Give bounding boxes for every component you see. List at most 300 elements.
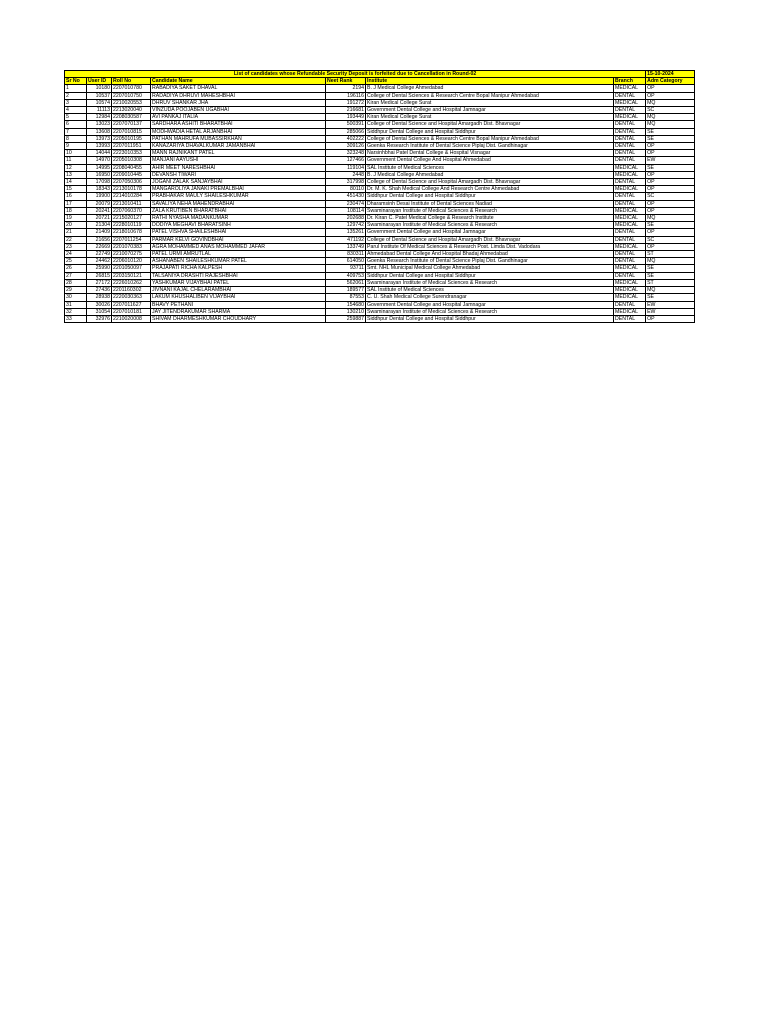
cell-user-id: 10537 xyxy=(87,92,112,99)
cell-roll-no: 2223010353 xyxy=(112,150,151,157)
cell-adm-category: SC xyxy=(646,236,695,243)
cell-roll-no: 2207010780 xyxy=(112,85,151,92)
cell-user-id: 20241 xyxy=(87,207,112,214)
table-row xyxy=(65,308,695,315)
cell-adm-category: MQ xyxy=(646,99,695,106)
cell-sr-no: 19 xyxy=(65,215,87,222)
cell-branch: DENTAL xyxy=(614,258,646,265)
cell-roll-no: 2215020127 xyxy=(112,215,151,222)
table-body xyxy=(65,85,695,323)
cell-adm-category: OP xyxy=(646,229,695,236)
cell-sr-no: 17 xyxy=(65,200,87,207)
cell-candidate-name: RABADIYA SAKET DHAVAL xyxy=(151,85,326,92)
cell-user-id: 10180 xyxy=(87,85,112,92)
cell-branch: DENTAL xyxy=(614,157,646,164)
cell-adm-category: SE xyxy=(646,265,695,272)
cell-sr-no: 1 xyxy=(65,85,87,92)
cell-roll-no: 2207010181 xyxy=(112,308,151,315)
cell-candidate-name: RATHI NYASHA MADANKUMAR xyxy=(151,215,326,222)
header-roll-no: Roll No xyxy=(112,78,151,85)
cell-institute: Government Dental College and Hospital Jamnagar xyxy=(366,229,614,236)
cell-institute: College of Dental Science and Hospital Amargadh Dist. Bhavnagar xyxy=(366,179,614,186)
cell-neet-rank: 614050 xyxy=(326,258,366,265)
cell-neet-rank: 402222 xyxy=(326,135,366,142)
table-row xyxy=(65,128,695,135)
cell-sr-no: 7 xyxy=(65,128,87,135)
cell-sr-no: 2 xyxy=(65,92,87,99)
header-institute: Institute xyxy=(366,78,614,85)
cell-institute: Swaminarayan Institute of Medical Sciences & Research xyxy=(366,308,614,315)
cell-sr-no: 24 xyxy=(65,251,87,258)
cell-sr-no: 20 xyxy=(65,222,87,229)
cell-roll-no: 2220030363 xyxy=(112,294,151,301)
cell-user-id: 18343 xyxy=(87,186,112,193)
table-row xyxy=(65,251,695,258)
title-row xyxy=(65,71,695,78)
cell-candidate-name: RADADIYA DHRUVI MAHESHBHAI xyxy=(151,92,326,99)
cell-roll-no: 2206010120 xyxy=(112,258,151,265)
cell-neet-rank: 323248 xyxy=(326,150,366,157)
table-row xyxy=(65,222,695,229)
cell-neet-rank: 119104 xyxy=(326,164,366,171)
cell-sr-no: 22 xyxy=(65,236,87,243)
cell-branch: MEDICAL xyxy=(614,85,646,92)
cell-candidate-name: PARMAR KELVI GOVINDBHAI xyxy=(151,236,326,243)
cell-adm-category: SE xyxy=(646,135,695,142)
cell-candidate-name: JOGANI ZALAK SANJAYBHAI xyxy=(151,179,326,186)
cell-adm-category: OP xyxy=(646,207,695,214)
cell-user-id: 28938 xyxy=(87,294,112,301)
cell-neet-rank: 451430 xyxy=(326,193,366,200)
cell-institute: Dharamsinh Desai Institute of Dental Sciences Nadiad xyxy=(366,200,614,207)
spreadsheet xyxy=(64,70,694,323)
cell-candidate-name: SAVALIYA NEHA MAHENDRABHAI xyxy=(151,200,326,207)
cell-institute: Siddhpur Dental College and Hospital Siddhpur xyxy=(366,315,614,322)
cell-branch: MEDICAL xyxy=(614,99,646,106)
cell-institute: Goenka Research Institute of Dental Science Piplaj Dist. Gandhinagar xyxy=(366,258,614,265)
cell-roll-no: 2218010678 xyxy=(112,229,151,236)
cell-branch: MEDICAL xyxy=(614,114,646,121)
cell-branch: MEDICAL xyxy=(614,222,646,229)
cell-candidate-name: SHIVAM DHARMESHKUMAR CHOUDHARY xyxy=(151,315,326,322)
cell-candidate-name: JIVNANI KAJAL CHELARAMBHAI xyxy=(151,287,326,294)
cell-roll-no: 2213010178 xyxy=(112,186,151,193)
cell-institute: Dr. M. K. Shah Medical College And Research Centre Ahmedabad xyxy=(366,186,614,193)
table-row xyxy=(65,171,695,178)
cell-candidate-name: KANAZARIYA DHAVALKUMAR JAMANBHAI xyxy=(151,143,326,150)
table-row xyxy=(65,315,695,322)
cell-neet-rank: 2194 xyxy=(326,85,366,92)
cell-candidate-name: MANJANI AAYUSHI xyxy=(151,157,326,164)
cell-adm-category: EW xyxy=(646,308,695,315)
cell-user-id: 14970 xyxy=(87,157,112,164)
cell-neet-rank: 500391 xyxy=(326,121,366,128)
table-row xyxy=(65,272,695,279)
cell-branch: MEDICAL xyxy=(614,308,646,315)
table-row xyxy=(65,99,695,106)
table-row xyxy=(65,200,695,207)
cell-branch: MEDICAL xyxy=(614,171,646,178)
cell-institute: Government Dental College and Hospital Jamnagar xyxy=(366,107,614,114)
cell-candidate-name: PATEL URMI AMRUTLAL xyxy=(151,251,326,258)
cell-roll-no: 2207070137 xyxy=(112,121,151,128)
cell-sr-no: 8 xyxy=(65,135,87,142)
cell-sr-no: 9 xyxy=(65,143,87,150)
cell-institute: SAL Institute of Medical Sciences xyxy=(366,164,614,171)
cell-user-id: 13993 xyxy=(87,143,112,150)
table-row xyxy=(65,150,695,157)
cell-user-id: 14044 xyxy=(87,150,112,157)
cell-branch: DENTAL xyxy=(614,107,646,114)
header-neet-rank: Neet Rank xyxy=(326,78,366,85)
cell-roll-no: 2209010445 xyxy=(112,171,151,178)
cell-institute: Swaminarayan Institute of Medical Sciences & Research xyxy=(366,279,614,286)
cell-sr-no: 32 xyxy=(65,308,87,315)
table-row xyxy=(65,85,695,92)
cell-adm-category: EW xyxy=(646,301,695,308)
header-branch: Branch xyxy=(614,78,646,85)
cell-neet-rank: 87553 xyxy=(326,294,366,301)
cell-roll-no: 2208030587 xyxy=(112,114,151,121)
cell-candidate-name: ZALA KRUTIBEN BHARATBHAI xyxy=(151,207,326,214)
cell-user-id: 10574 xyxy=(87,99,112,106)
table-row xyxy=(65,121,695,128)
cell-user-id: 25990 xyxy=(87,265,112,272)
cell-branch: MEDICAL xyxy=(614,207,646,214)
cell-sr-no: 28 xyxy=(65,279,87,286)
header-adm-category: Adm Category xyxy=(646,78,695,85)
cell-sr-no: 15 xyxy=(65,186,87,193)
cell-neet-rank: 154680 xyxy=(326,301,366,308)
table-row xyxy=(65,215,695,222)
cell-candidate-name: SARDHARA ASHITI BHARATBHAI xyxy=(151,121,326,128)
cell-branch: DENTAL xyxy=(614,135,646,142)
cell-branch: DENTAL xyxy=(614,200,646,207)
cell-candidate-name: TALSANIYA DRASHTI RAJESHBHAI xyxy=(151,272,326,279)
cell-candidate-name: VINZUDA POOJABEN UGABHAI xyxy=(151,107,326,114)
cell-roll-no: 2205010308 xyxy=(112,157,151,164)
table-row xyxy=(65,243,695,250)
cell-roll-no: 2213010411 xyxy=(112,200,151,207)
header-candidate-name: Candidate Name xyxy=(151,78,326,85)
cell-branch: DENTAL xyxy=(614,150,646,157)
cell-user-id: 27172 xyxy=(87,279,112,286)
cell-sr-no: 11 xyxy=(65,157,87,164)
cell-institute: Kiran Medical College Surat xyxy=(366,99,614,106)
cell-adm-category: OP xyxy=(646,85,695,92)
cell-branch: MEDICAL xyxy=(614,186,646,193)
cell-candidate-name: BHAVY PETHANI xyxy=(151,301,326,308)
cell-branch: DENTAL xyxy=(614,128,646,135)
cell-sr-no: 10 xyxy=(65,150,87,157)
cell-branch: MEDICAL xyxy=(614,279,646,286)
cell-roll-no: 2210020553 xyxy=(112,99,151,106)
report-date: 15-10-2024 xyxy=(646,71,695,78)
table-row xyxy=(65,114,695,121)
cell-user-id: 22749 xyxy=(87,251,112,258)
cell-branch: MEDICAL xyxy=(614,265,646,272)
table-row xyxy=(65,107,695,114)
cell-roll-no: 2205010195 xyxy=(112,135,151,142)
cell-candidate-name: PATEL VISHVA SHAILESHBHAI xyxy=(151,229,326,236)
cell-branch: DENTAL xyxy=(614,179,646,186)
cell-adm-category: OP xyxy=(646,179,695,186)
cell-user-id: 24462 xyxy=(87,258,112,265)
cell-neet-rank: 471192 xyxy=(326,236,366,243)
cell-user-id: 11113 xyxy=(87,107,112,114)
cell-institute: College of Dental Sciences & Research Centre Bopal Manipur Ahmedabad xyxy=(366,135,614,142)
header-user-id: User ID xyxy=(87,78,112,85)
cell-user-id: 26815 xyxy=(87,272,112,279)
cell-roll-no: 2207010750 xyxy=(112,92,151,99)
cell-branch: DENTAL xyxy=(614,315,646,322)
cell-adm-category: SE xyxy=(646,128,695,135)
cell-neet-rank: 202688 xyxy=(326,215,366,222)
cell-adm-category: SE xyxy=(646,164,695,171)
cell-candidate-name: YASHKUMAR VIJAYBHAI PATEL xyxy=(151,279,326,286)
cell-neet-rank: 189577 xyxy=(326,287,366,294)
cell-adm-category: OP xyxy=(646,243,695,250)
cell-sr-no: 6 xyxy=(65,121,87,128)
cell-neet-rank: 230474 xyxy=(326,200,366,207)
cell-adm-category: MQ xyxy=(646,121,695,128)
table-row xyxy=(65,193,695,200)
cell-neet-rank: 285066 xyxy=(326,128,366,135)
table-row xyxy=(65,92,695,99)
cell-sr-no: 33 xyxy=(65,315,87,322)
cell-institute: Kiran Medical College Surat xyxy=(366,114,614,121)
cell-branch: MEDICAL xyxy=(614,243,646,250)
cell-neet-rank: 108114 xyxy=(326,207,366,214)
cell-institute: Narsinhbhai Patel Dental College & Hospital Visnagar xyxy=(366,150,614,157)
cell-institute: Swaminarayan Institute of Medical Sciences & Research xyxy=(366,222,614,229)
cell-sr-no: 30 xyxy=(65,294,87,301)
cell-neet-rank: 129742 xyxy=(326,222,366,229)
cell-branch: MEDICAL xyxy=(614,294,646,301)
cell-user-id: 13023 xyxy=(87,121,112,128)
table-row xyxy=(65,287,695,294)
cell-roll-no: 2201050097 xyxy=(112,265,151,272)
cell-user-id: 20721 xyxy=(87,215,112,222)
cell-institute: SAL Institute of Medical Sciences xyxy=(366,287,614,294)
cell-user-id: 31054 xyxy=(87,308,112,315)
cell-sr-no: 12 xyxy=(65,164,87,171)
cell-branch: DENTAL xyxy=(614,193,646,200)
table-title: List of candidates whose Refundable Security Deposit is forfeited due to Cancellation in Round-02 xyxy=(65,71,646,78)
cell-roll-no: 2203150121 xyxy=(112,272,151,279)
cell-user-id: 19900 xyxy=(87,193,112,200)
header-row xyxy=(65,78,695,85)
cell-sr-no: 25 xyxy=(65,258,87,265)
cell-user-id: 14995 xyxy=(87,164,112,171)
cell-adm-category: OP xyxy=(646,200,695,207)
cell-neet-rank: 196116 xyxy=(326,92,366,99)
cell-neet-rank: 409753 xyxy=(326,272,366,279)
cell-institute: Siddhpur Dental College and Hospital Siddhpur xyxy=(366,193,614,200)
cell-roll-no: 2228010119 xyxy=(112,222,151,229)
cell-institute: Smt. NHL Municipal Medical College Ahmedabad xyxy=(366,265,614,272)
cell-roll-no: 2207060370 xyxy=(112,207,151,214)
cell-institute: B. J Medical College Ahmedabad xyxy=(366,85,614,92)
cell-neet-rank: 216681 xyxy=(326,107,366,114)
cell-candidate-name: DHRUV SHANKAR JHA xyxy=(151,99,326,106)
cell-adm-category: SE xyxy=(646,222,695,229)
cell-sr-no: 21 xyxy=(65,229,87,236)
table-row xyxy=(65,258,695,265)
cell-institute: Swaminarayan Institute of Medical Sciences & Research xyxy=(366,207,614,214)
cell-adm-category: EW xyxy=(646,157,695,164)
cell-adm-category: MQ xyxy=(646,287,695,294)
cell-institute: College of Dental Science and Hospital Amargadh Dist. Bhavnagar xyxy=(366,121,614,128)
table-row xyxy=(65,186,695,193)
cell-adm-category: ST xyxy=(646,251,695,258)
cell-adm-category: OP xyxy=(646,143,695,150)
cell-adm-category: OP xyxy=(646,92,695,99)
cell-branch: MEDICAL xyxy=(614,215,646,222)
cell-roll-no: 2210020008 xyxy=(112,315,151,322)
cell-sr-no: 14 xyxy=(65,179,87,186)
cell-candidate-name: MANN RAJNIKANT PATEL xyxy=(151,150,326,157)
cell-institute: Goenka Research Institute of Dental Science Piplaj Dist. Gandhinagar xyxy=(366,143,614,150)
cell-neet-rank: 191272 xyxy=(326,99,366,106)
cell-roll-no: 2226010262 xyxy=(112,279,151,286)
cell-roll-no: 2208040455 xyxy=(112,164,151,171)
candidates-table xyxy=(64,70,695,323)
cell-candidate-name: DEVANSH TIWARI xyxy=(151,171,326,178)
cell-adm-category: OP xyxy=(646,186,695,193)
cell-neet-rank: 135261 xyxy=(326,229,366,236)
cell-neet-rank: 127466 xyxy=(326,157,366,164)
cell-branch: DENTAL xyxy=(614,236,646,243)
cell-institute: Government Dental College and Hospital Jamnagar xyxy=(366,301,614,308)
table-row xyxy=(65,135,695,142)
cell-adm-category: SE xyxy=(646,294,695,301)
cell-institute: Government Dental College And Hospital Ahmedabad xyxy=(366,157,614,164)
cell-user-id: 17098 xyxy=(87,179,112,186)
cell-institute: College of Dental Science and Hospital Amargadh Dist. Bhavnagar xyxy=(366,236,614,243)
cell-branch: DENTAL xyxy=(614,92,646,99)
cell-institute: C. U. Shah Medical College Surendranagar xyxy=(366,294,614,301)
cell-user-id: 20079 xyxy=(87,200,112,207)
table-row xyxy=(65,179,695,186)
cell-sr-no: 26 xyxy=(65,265,87,272)
table-row xyxy=(65,294,695,301)
cell-user-id: 30026 xyxy=(87,301,112,308)
cell-user-id: 32976 xyxy=(87,315,112,322)
cell-roll-no: 2213020040 xyxy=(112,107,151,114)
cell-adm-category: MQ xyxy=(646,215,695,222)
cell-candidate-name: PATHAN MAHRUFA MUBASSIRKHAN xyxy=(151,135,326,142)
cell-roll-no: 2201070383 xyxy=(112,243,151,250)
cell-sr-no: 16 xyxy=(65,193,87,200)
cell-candidate-name: AHIR MEET NARESHBHAI xyxy=(151,164,326,171)
cell-branch: MEDICAL xyxy=(614,287,646,294)
cell-roll-no: 2207011627 xyxy=(112,301,151,308)
cell-sr-no: 18 xyxy=(65,207,87,214)
cell-user-id: 13973 xyxy=(87,135,112,142)
cell-adm-category: SE xyxy=(646,272,695,279)
cell-candidate-name: PRAJAPATI RICHA KALPESH xyxy=(151,265,326,272)
table-row xyxy=(65,236,695,243)
cell-roll-no: 2210070275 xyxy=(112,251,151,258)
cell-candidate-name: MANGAROLIYA JANAKI PREMALBHAI xyxy=(151,186,326,193)
cell-user-id: 22669 xyxy=(87,243,112,250)
header-sr-no: Sr No xyxy=(65,78,87,85)
cell-roll-no: 2207050306 xyxy=(112,179,151,186)
cell-candidate-name: PRABHAKAR MAULY SHAILESHKUMAR xyxy=(151,193,326,200)
cell-neet-rank: 259887 xyxy=(326,315,366,322)
cell-sr-no: 4 xyxy=(65,107,87,114)
cell-neet-rank: 830311 xyxy=(326,251,366,258)
cell-branch: DENTAL xyxy=(614,301,646,308)
cell-sr-no: 31 xyxy=(65,301,87,308)
cell-candidate-name: AVI PANKAJ ITALIA xyxy=(151,114,326,121)
cell-candidate-name: AGRA MOHAMMED ANAS MOHAMMED JAFAR xyxy=(151,243,326,250)
cell-sr-no: 5 xyxy=(65,114,87,121)
cell-roll-no: 2207011254 xyxy=(112,236,151,243)
cell-roll-no: 2214010284 xyxy=(112,193,151,200)
cell-sr-no: 13 xyxy=(65,171,87,178)
cell-neet-rank: 133749 xyxy=(326,243,366,250)
table-row xyxy=(65,207,695,214)
cell-user-id: 12984 xyxy=(87,114,112,121)
cell-user-id: 21409 xyxy=(87,229,112,236)
cell-neet-rank: 93711 xyxy=(326,265,366,272)
cell-user-id: 13608 xyxy=(87,128,112,135)
cell-branch: DENTAL xyxy=(614,229,646,236)
cell-neet-rank: 317998 xyxy=(326,179,366,186)
cell-branch: DENTAL xyxy=(614,251,646,258)
cell-sr-no: 27 xyxy=(65,272,87,279)
cell-branch: DENTAL xyxy=(614,121,646,128)
table-row xyxy=(65,164,695,171)
cell-sr-no: 29 xyxy=(65,287,87,294)
table-row xyxy=(65,279,695,286)
cell-adm-category: OP xyxy=(646,315,695,322)
cell-candidate-name: LAKUM KHUSHALIBEN VIJAYBHAI xyxy=(151,294,326,301)
cell-adm-category: OP xyxy=(646,150,695,157)
cell-institute: College of Dental Sciences & Research Centre Bopal Manipur Ahmedabad xyxy=(366,92,614,99)
cell-roll-no: 2207011951 xyxy=(112,143,151,150)
cell-neet-rank: 80110 xyxy=(326,186,366,193)
cell-candidate-name: DODIYA MEGHAVI BHARATSINH xyxy=(151,222,326,229)
cell-user-id: 21656 xyxy=(87,236,112,243)
cell-neet-rank: 2448 xyxy=(326,171,366,178)
cell-adm-category: MQ xyxy=(646,258,695,265)
cell-branch: MEDICAL xyxy=(614,164,646,171)
cell-sr-no: 3 xyxy=(65,99,87,106)
cell-neet-rank: 562061 xyxy=(326,279,366,286)
table-row xyxy=(65,157,695,164)
cell-institute: B. J Medical College Ahmedabad xyxy=(366,171,614,178)
cell-candidate-name: MODHWADIA HETAL ARJANBHAI xyxy=(151,128,326,135)
cell-neet-rank: 309126 xyxy=(326,143,366,150)
cell-institute: Dr. Kiran C. Patel Medical College & Research Institute xyxy=(366,215,614,222)
cell-sr-no: 23 xyxy=(65,243,87,250)
table-row xyxy=(65,143,695,150)
cell-institute: Parul Institute Of Medical Sciences & Research Post. Limda Dist. Vadodara xyxy=(366,243,614,250)
cell-adm-category: OP xyxy=(646,171,695,178)
cell-institute: Siddhpur Dental College and Hospital Siddhpur xyxy=(366,128,614,135)
cell-institute: Ahmedabad Dental College And Hospital Bhadaj Ahmedabad xyxy=(366,251,614,258)
cell-roll-no: 2201160302 xyxy=(112,287,151,294)
cell-institute: Siddhpur Dental College and Hospital Siddhpur xyxy=(366,272,614,279)
cell-neet-rank: 193449 xyxy=(326,114,366,121)
table-row xyxy=(65,229,695,236)
cell-adm-category: MQ xyxy=(646,114,695,121)
cell-neet-rank: 130210 xyxy=(326,308,366,315)
cell-adm-category: ST xyxy=(646,279,695,286)
